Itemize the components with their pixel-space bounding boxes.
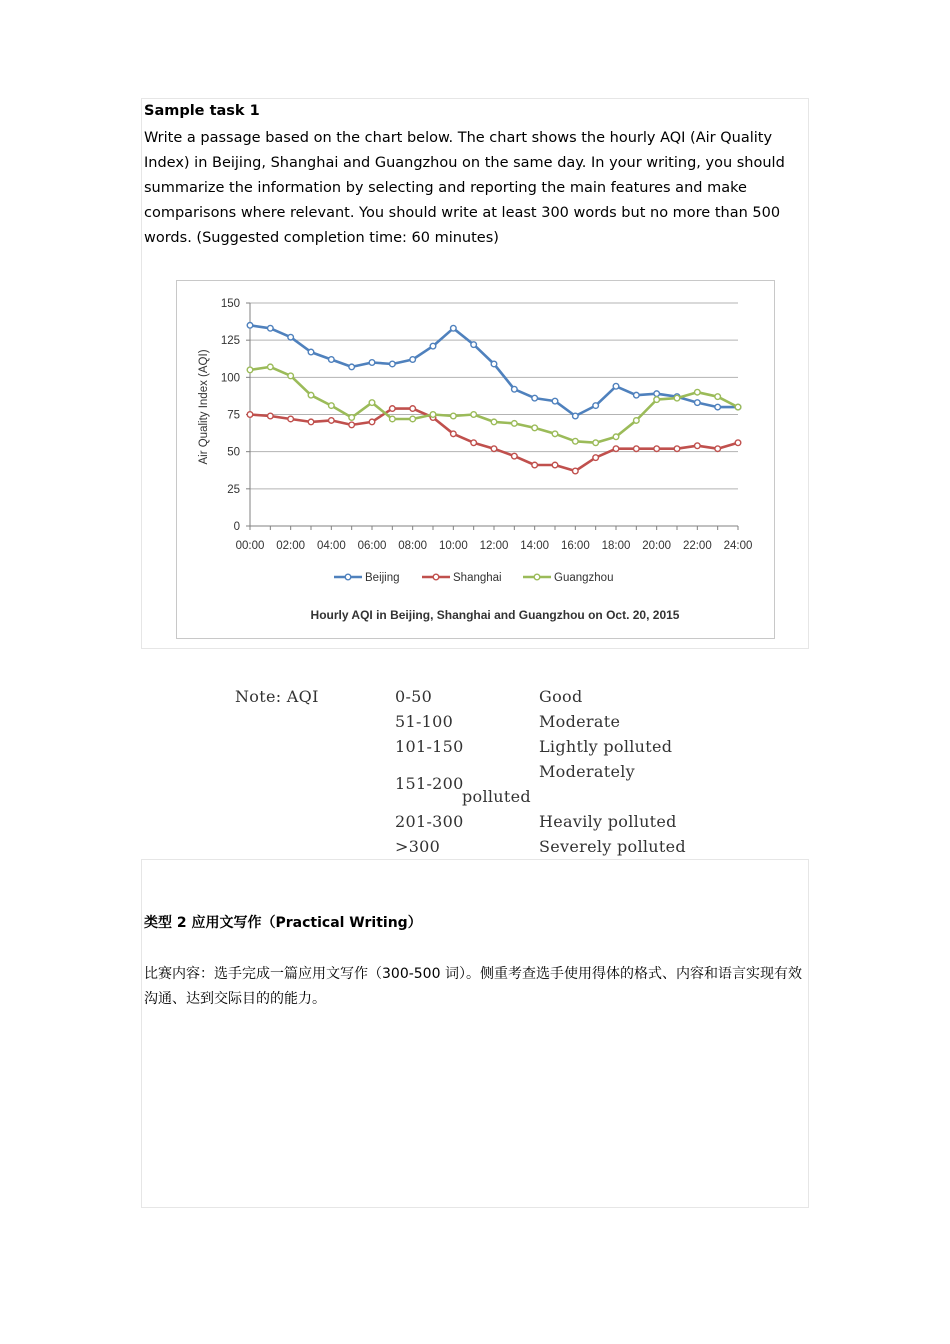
data-point-guangzhou: [390, 416, 396, 422]
x-tick-label: 12:00: [479, 540, 509, 552]
data-point-guangzhou: [247, 367, 253, 373]
data-point-beijing: [573, 413, 579, 419]
data-point-guangzhou: [593, 440, 599, 446]
note-range: 201-300: [395, 812, 464, 831]
x-tick-label: 14:00: [520, 540, 550, 552]
data-point-shanghai: [491, 446, 497, 452]
data-point-guangzhou: [715, 394, 721, 400]
x-tick-label: 06:00: [357, 540, 387, 552]
data-point-guangzhou: [471, 412, 477, 418]
data-point-shanghai: [268, 413, 274, 419]
data-point-beijing: [491, 361, 497, 367]
data-point-shanghai: [451, 431, 457, 437]
data-point-beijing: [410, 357, 416, 363]
type2-description: 比赛内容：选手完成一篇应用文写作（300-500 词）。侧重考查选手使用得体的格式、内容和语言实现有效沟通、达到交际目的的能力。: [144, 966, 802, 1007]
data-point-shanghai: [288, 416, 294, 422]
data-point-beijing: [247, 323, 253, 329]
data-point-beijing: [512, 386, 518, 392]
data-point-beijing: [593, 403, 599, 409]
x-tick-label: 16:00: [560, 540, 590, 552]
data-point-shanghai: [573, 468, 579, 474]
x-tick-label: 20:00: [642, 540, 672, 552]
data-point-beijing: [634, 392, 640, 398]
data-point-shanghai: [471, 440, 477, 446]
data-point-beijing: [268, 325, 274, 331]
data-point-shanghai: [512, 453, 518, 459]
data-point-shanghai: [634, 446, 640, 452]
data-point-shanghai: [674, 446, 680, 452]
data-point-beijing: [308, 349, 314, 355]
note-desc: Good: [539, 687, 583, 706]
note-range: 151-200: [395, 774, 464, 793]
legend-marker-shanghai: [433, 574, 439, 580]
x-tick-label: 22:00: [682, 540, 712, 552]
data-point-beijing: [369, 360, 375, 366]
data-point-shanghai: [654, 446, 660, 452]
data-point-shanghai: [247, 412, 253, 418]
chart-title: Hourly AQI in Beijing, Shanghai and Guangzhou on Oct. 20, 2015: [310, 608, 680, 622]
data-point-guangzhou: [654, 397, 660, 403]
x-tick-label: 18:00: [601, 540, 631, 552]
data-point-shanghai: [552, 462, 558, 468]
y-tick-label: 125: [220, 335, 240, 348]
data-point-guangzhou: [532, 425, 538, 431]
y-tick-label: 100: [220, 372, 240, 385]
data-point-guangzhou: [735, 404, 741, 410]
data-point-shanghai: [532, 462, 538, 468]
data-point-beijing: [430, 343, 436, 349]
x-tick-label: 08:00: [398, 540, 428, 552]
data-point-guangzhou: [369, 400, 375, 406]
x-tick-label: 00:00: [235, 540, 265, 552]
data-point-shanghai: [613, 446, 619, 452]
data-point-shanghai: [410, 406, 416, 412]
note-range: >300: [395, 837, 441, 856]
task-title: Sample task 1: [144, 103, 260, 119]
data-point-guangzhou: [430, 412, 436, 418]
data-point-beijing: [613, 383, 619, 389]
data-point-beijing: [654, 391, 660, 397]
data-point-shanghai: [369, 419, 375, 425]
data-point-shanghai: [735, 440, 741, 446]
data-point-beijing: [552, 398, 558, 404]
data-point-guangzhou: [674, 395, 680, 401]
data-point-shanghai: [593, 455, 599, 461]
y-tick-label: 0: [233, 521, 240, 533]
legend-marker-guangzhou: [534, 574, 540, 580]
series-line-guangzhou: [250, 367, 738, 443]
y-axis-title: Air Quality Index (AQI): [198, 349, 210, 465]
y-tick-label: 75: [227, 409, 240, 422]
data-point-shanghai: [695, 443, 701, 449]
data-point-beijing: [329, 357, 335, 363]
data-point-beijing: [471, 342, 477, 348]
note-desc: Severely polluted: [539, 837, 686, 856]
legend-label-shanghai: Shanghai: [453, 572, 502, 584]
data-point-shanghai: [715, 446, 721, 452]
data-point-guangzhou: [329, 403, 335, 409]
data-point-guangzhou: [552, 431, 558, 437]
note-range: 101-150: [395, 737, 464, 756]
note-desc: Lightly polluted: [539, 737, 673, 756]
data-point-guangzhou: [573, 438, 579, 444]
data-point-beijing: [349, 364, 355, 370]
y-tick-label: 25: [227, 483, 240, 496]
legend-label-beijing: Beijing: [365, 572, 400, 584]
aqi-line-chart: [177, 281, 774, 638]
note-desc: Moderate: [539, 712, 621, 731]
task-instructions: Write a passage based on the chart below. The chart shows the hourly AQI (Air Quality Index) in Beijing, Shanghai and Guangzhou on the same day. In your writing, you should summarize the information by selecting and reporting the main features and make comparisons where relevant. You should write at least 300 words but no more than 500 words. (Suggested completion time: 60 minutes): [144, 130, 785, 246]
y-tick-label: 150: [220, 298, 240, 310]
x-tick-label: 04:00: [316, 540, 346, 552]
data-point-guangzhou: [634, 418, 640, 424]
data-point-guangzhou: [695, 389, 701, 395]
data-point-guangzhou: [349, 415, 355, 421]
data-point-guangzhou: [288, 373, 294, 379]
x-tick-label: 02:00: [276, 540, 306, 552]
note-desc: Heavily polluted: [539, 812, 677, 831]
data-point-guangzhou: [268, 364, 274, 370]
data-point-beijing: [715, 404, 721, 410]
data-point-guangzhou: [512, 421, 518, 427]
x-tick-label: 10:00: [438, 540, 468, 552]
type2-title: 类型 2 应用文写作（Practical Writing）: [144, 915, 422, 931]
aqi-chart: [176, 280, 775, 639]
data-point-beijing: [390, 361, 396, 367]
data-point-guangzhou: [410, 416, 416, 422]
data-point-guangzhou: [491, 419, 497, 425]
data-point-shanghai: [329, 418, 335, 424]
data-point-shanghai: [308, 419, 314, 425]
note-label: Note: AQI: [235, 687, 319, 706]
data-point-shanghai: [390, 406, 396, 412]
data-point-guangzhou: [451, 413, 457, 419]
series-line-shanghai: [250, 409, 738, 471]
data-point-beijing: [451, 325, 457, 331]
legend-marker-beijing: [345, 574, 351, 580]
note-range: 51-100: [395, 712, 454, 731]
legend-label-guangzhou: Guangzhou: [554, 572, 614, 584]
data-point-guangzhou: [308, 392, 314, 398]
y-tick-label: 50: [227, 446, 240, 459]
data-point-beijing: [532, 395, 538, 401]
data-point-shanghai: [349, 422, 355, 428]
x-tick-label: 24:00: [723, 540, 753, 552]
data-point-beijing: [288, 334, 294, 340]
note-range: 0-50: [395, 687, 433, 706]
note-desc: Moderately: [539, 762, 635, 781]
data-point-beijing: [695, 400, 701, 406]
data-point-guangzhou: [613, 434, 619, 440]
note-desc-continued: polluted: [462, 787, 531, 806]
